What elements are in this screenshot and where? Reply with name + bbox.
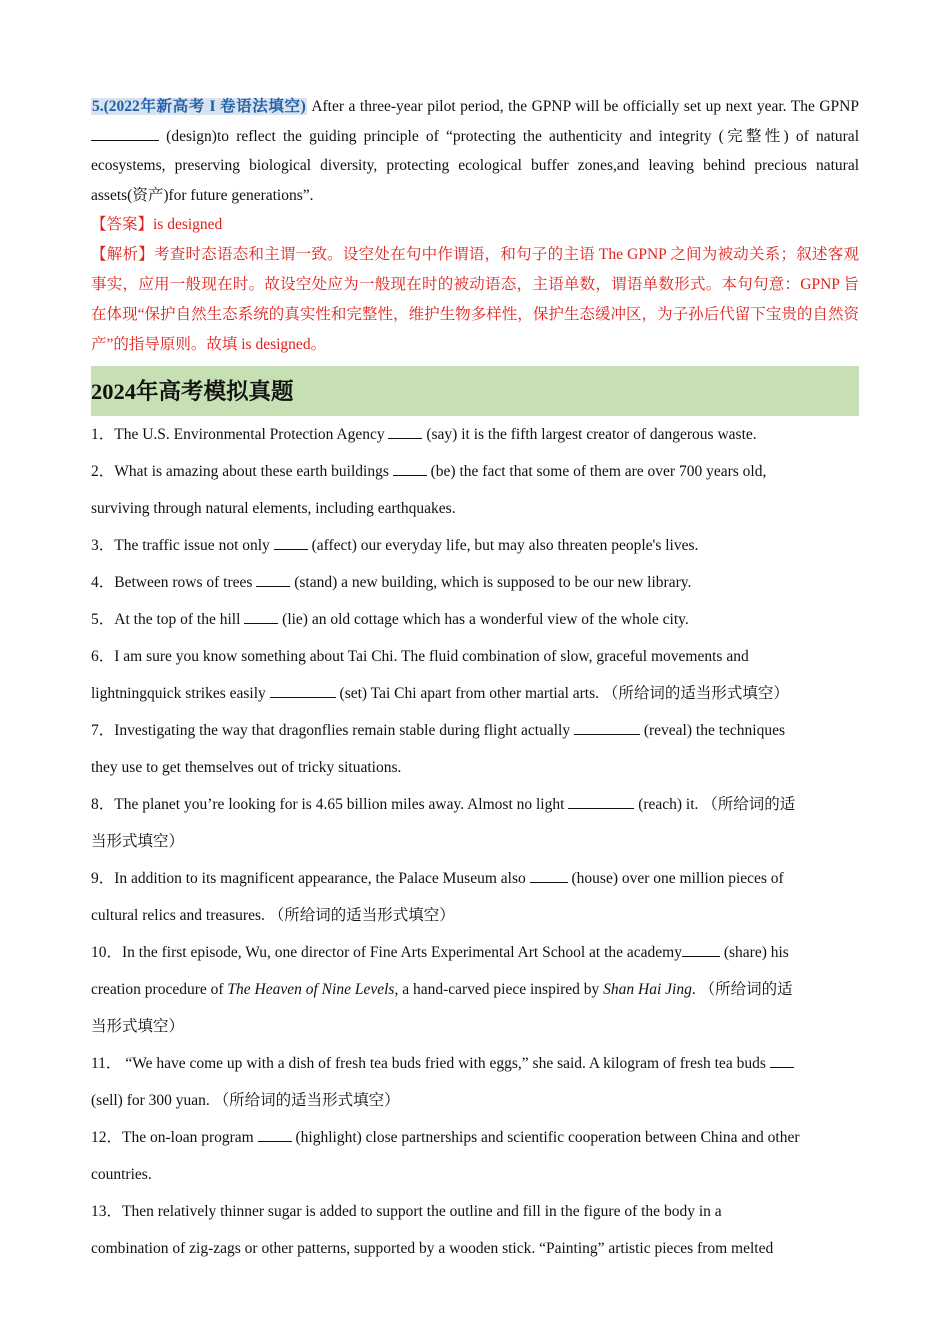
question-number: 9． — [91, 870, 115, 887]
question-text: (share) his — [719, 944, 789, 961]
question-11 — [91, 1045, 859, 1119]
question-number: 6． — [91, 648, 115, 665]
question-text: (reveal) the techniques — [639, 722, 785, 739]
answer-blank — [270, 683, 336, 698]
question-text: 当形式填空） — [91, 833, 185, 850]
question-number: 1． — [91, 426, 115, 443]
q5-text-a: After a three-year pilot period, the GPNP will be officially set up next year. The GPNP — [306, 98, 859, 115]
question-text: (sell) for 300 yuan. （所给词的适当形式填空） — [91, 1092, 400, 1109]
answer-blank — [274, 535, 308, 550]
question-3 — [91, 527, 859, 564]
question-text: (lie) an old cottage which has a wonderful view of the whole city. — [278, 611, 689, 628]
question-number: 11． — [91, 1055, 122, 1072]
question-list — [91, 416, 859, 1267]
document-page — [91, 92, 859, 1267]
question-10 — [91, 934, 859, 1045]
question-text: 当形式填空） — [91, 1018, 185, 1035]
question-text: What is amazing about these earth buildings — [114, 463, 393, 480]
question-5 — [91, 601, 859, 638]
question-number: 13． — [91, 1203, 123, 1220]
question-8 — [91, 786, 859, 860]
work-title: Shan Hai Jing — [603, 981, 692, 998]
answer-blank — [393, 461, 427, 476]
question-text: At the top of the hill — [114, 611, 245, 628]
question-text: combination of zig-zags or other patterns, supported by a wooden stick. “Painting” artistic pieces from melted — [91, 1240, 774, 1257]
question-text: Investigating the way that dragonflies remain stable during flight actually — [114, 722, 574, 739]
source-tag: 5.(2022年新高考 I 卷语法填空) — [92, 98, 306, 115]
question-number: 4． — [91, 574, 115, 591]
answer-blank — [256, 572, 290, 587]
question-text: lightningquick strikes easily — [91, 685, 270, 702]
question-text: I am sure you know something about Tai Chi. The fluid combination of slow, graceful movements and — [114, 648, 749, 665]
question-number: 8． — [91, 796, 115, 813]
answer-blank — [568, 794, 634, 809]
question-1 — [91, 416, 859, 453]
question-text: “We have come up with a dish of fresh tea buds fried with eggs,” she said. A kilogram of fresh tea buds — [121, 1055, 770, 1072]
answer-blank — [530, 868, 568, 883]
question-text: (highlight) close partnerships and scientific cooperation between China and other — [291, 1129, 800, 1146]
question-text: (reach) it. （所给词的适 — [634, 796, 796, 813]
question-text: The traffic issue not only — [114, 537, 274, 554]
question-text: (say) it is the fifth largest creator of dangerous waste. — [422, 426, 757, 443]
question-6 — [91, 638, 859, 712]
question-text: surviving through natural elements, including earthquakes. — [91, 500, 456, 517]
answer-blank — [258, 1127, 292, 1142]
question-number: 7． — [91, 722, 115, 739]
question-number: 12． — [91, 1129, 123, 1146]
question-text: (affect) our everyday life, but may also threaten people's lives. — [307, 537, 699, 554]
question-text: (stand) a new building, which is supposed to be our new library. — [290, 574, 692, 591]
question-text: cultural relics and treasures. （所给词的适当形式填空） — [91, 907, 455, 924]
answer-blank — [574, 720, 640, 735]
answer-blank — [91, 126, 159, 141]
work-title: The Heaven of Nine Levels — [227, 981, 395, 998]
question-text: In addition to its magnificent appearance, the Palace Museum also — [114, 870, 530, 887]
question-text: creation procedure of — [91, 981, 228, 998]
answer-line: 【答案】is designed — [91, 216, 223, 233]
question-number: 2． — [91, 463, 115, 480]
question-number: 5． — [91, 611, 115, 628]
answer-blank — [682, 942, 720, 957]
question-text: Between rows of trees — [114, 574, 257, 591]
question-number: 10． — [91, 944, 123, 961]
question-text: (be) the fact that some of them are over 700 years old, — [426, 463, 767, 480]
question-9 — [91, 860, 859, 934]
question-text: In the first episode, Wu, one director of Fine Arts Experimental Art School at the academy — [122, 944, 682, 961]
analysis-paragraph: 【解析】考查时态语态和主谓一致。设空处在句中作谓语，和句子的主语 The GPNP 之间为被动关系；叙述客观事实，应用一般现在时。故设空处应为一般现在时的被动语态，主语单数，谓语单数形式。本句句意：GPNP 旨在体现“保护自然生态系统的真实性和完整性，维护生物多样性，保护生态缓冲区，为子孙后代留下宝贵的自然资产”的指导原则。故填 is designed。 — [91, 246, 859, 353]
question-text: , a hand-carved piece inspired by — [394, 981, 604, 998]
question-text: (house) over one million pieces of — [567, 870, 784, 887]
q5-text-b: (design)to reflect the guiding principle of “protecting the authenticity and integrity (完整性) of natural ecosystems, preserving biological diversity, protecting ecological buffer zones,and leaving behind precious natural assets(资产)for future generations”. — [91, 127, 859, 204]
question-text: they use to get themselves out of tricky situations. — [91, 759, 402, 776]
question-text: The U.S. Environmental Protection Agency — [114, 426, 389, 443]
question-text: The on-loan program — [122, 1129, 258, 1146]
question-2 — [91, 453, 859, 527]
question-5-2022 — [91, 92, 859, 210]
question-number: 3． — [91, 537, 115, 554]
question-text: The planet you’re looking for is 4.65 billion miles away. Almost no light — [114, 796, 569, 813]
answer-blank — [770, 1053, 794, 1068]
question-text: Then relatively thinner sugar is added to support the outline and fill in the figure of the body in a — [122, 1203, 722, 1220]
question-text: countries. — [91, 1166, 152, 1183]
question-text: (set) Tai Chi apart from other martial arts. （所给词的适当形式填空） — [335, 685, 789, 702]
question-7 — [91, 712, 859, 786]
question-4 — [91, 564, 859, 601]
answer-blank — [388, 424, 422, 439]
question-13 — [91, 1193, 859, 1267]
question-text: . （所给词的适 — [691, 981, 793, 998]
question-12 — [91, 1119, 859, 1193]
section-title: 2024年高考模拟真题 — [91, 366, 859, 416]
answer-blank — [244, 609, 278, 624]
